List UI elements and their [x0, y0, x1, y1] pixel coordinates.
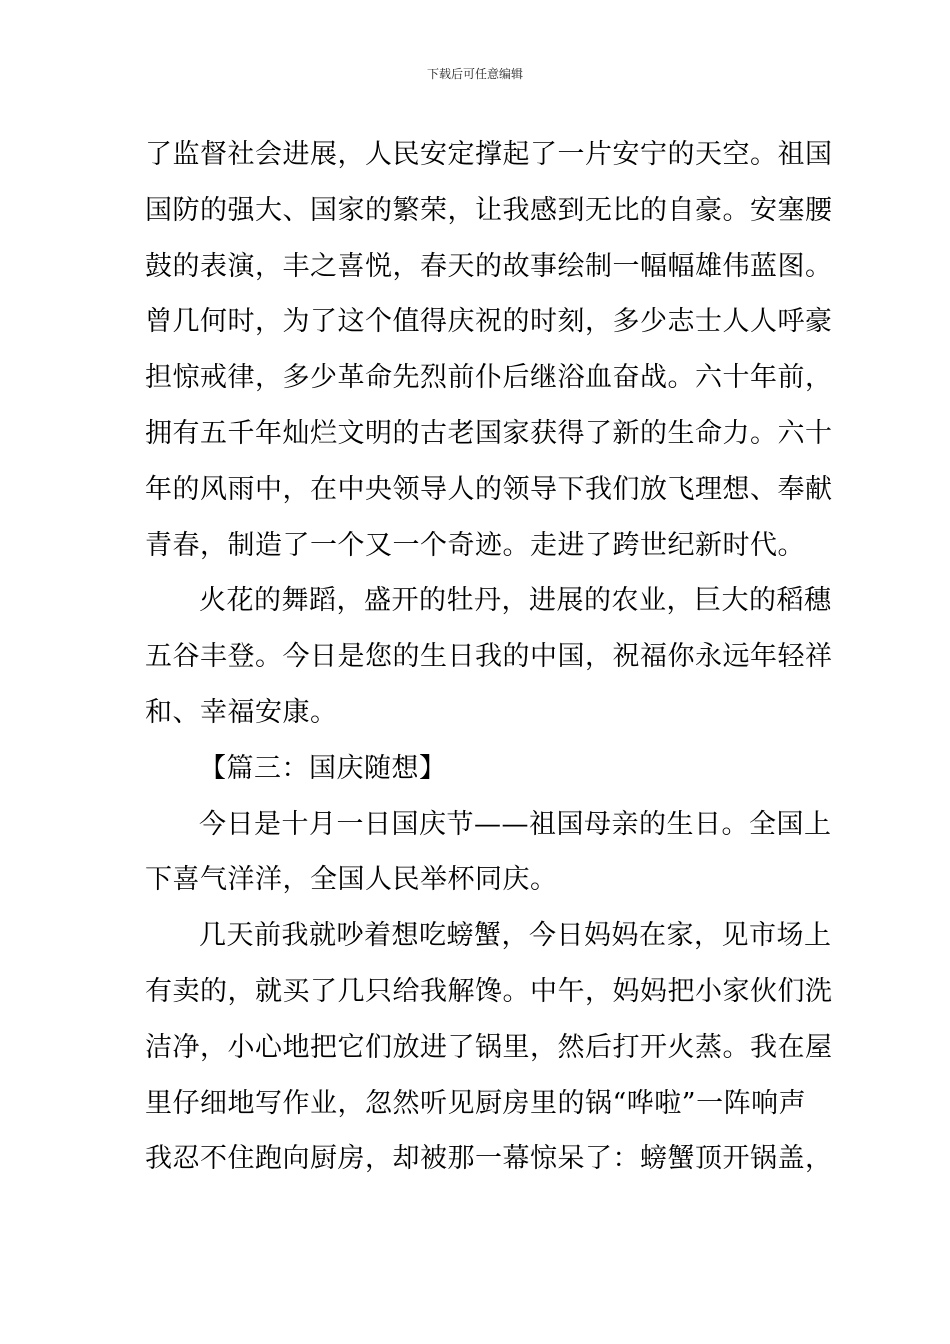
document-body [145, 127, 833, 1187]
text-line: 火花的舞蹈，盛开的牡丹，进展的农业，巨大的稻穗 [199, 585, 832, 617]
text-line: 和、幸福安康。 [145, 696, 338, 728]
page-header [0, 66, 950, 82]
paragraph-3 [145, 797, 832, 909]
paragraph-2 [145, 573, 833, 740]
header-text: 下载后可任意编辑 [426, 67, 523, 81]
text-line: 曾几何时，为了这个值得庆祝的时刻，多少志士人人呼豪 [145, 306, 833, 338]
text-line: 鼓的表演，丰之喜悦，春天的故事绘制一幅幅雄伟蓝图。 [145, 250, 833, 282]
text-line: 五谷丰登。今日是您的生日我的中国，祝福你永远年轻祥 [145, 641, 833, 673]
paragraph-1 [145, 127, 833, 573]
text-line: 有卖的，就买了几只给我解馋。中午，妈妈把小家伙们洗 [145, 975, 833, 1007]
text-line: 了监督社会进展，人民安定撑起了一片安宁的天空。祖国 [145, 139, 833, 170]
text-line: 洁净，小心地把它们放进了锅里，然后打开火蒸。我在屋 [145, 1031, 833, 1063]
text-line: 今日是十月一日国庆节——祖国母亲的生日。全国上 [199, 808, 832, 840]
section-title: 【篇三：国庆随想】 [199, 752, 447, 784]
text-line: 里仔细地写作业，忽然听见厨房里的锅“哗啦”一阵响声 [145, 1087, 807, 1119]
text-line: 国防的强大、国家的繁荣，让我感到无比的自豪。安塞腰 [145, 194, 833, 226]
section-heading [145, 741, 817, 797]
text-line: 担惊戒律，多少革命先烈前仆后继浴血奋战。六十年前， [145, 362, 833, 394]
text-line: 青春，制造了一个又一个奇迹。走进了跨世纪新时代。 [145, 529, 805, 561]
text-line: 年的风雨中，在中央领导人的领导下我们放飞理想、奉献 [145, 473, 833, 505]
paragraph-4 [145, 908, 833, 1187]
text-line: 下喜气洋洋，全国人民举杯同庆。 [145, 864, 558, 896]
text-line: 我忍不住跑向厨房，却被那一幕惊呆了：螃蟹顶开锅盖， [145, 1143, 833, 1175]
text-line: 几天前我就吵着想吃螃蟹，今日妈妈在家，见市场上 [199, 920, 832, 952]
text-line: 拥有五千年灿烂文明的古老国家获得了新的生命力。六十 [145, 417, 833, 449]
